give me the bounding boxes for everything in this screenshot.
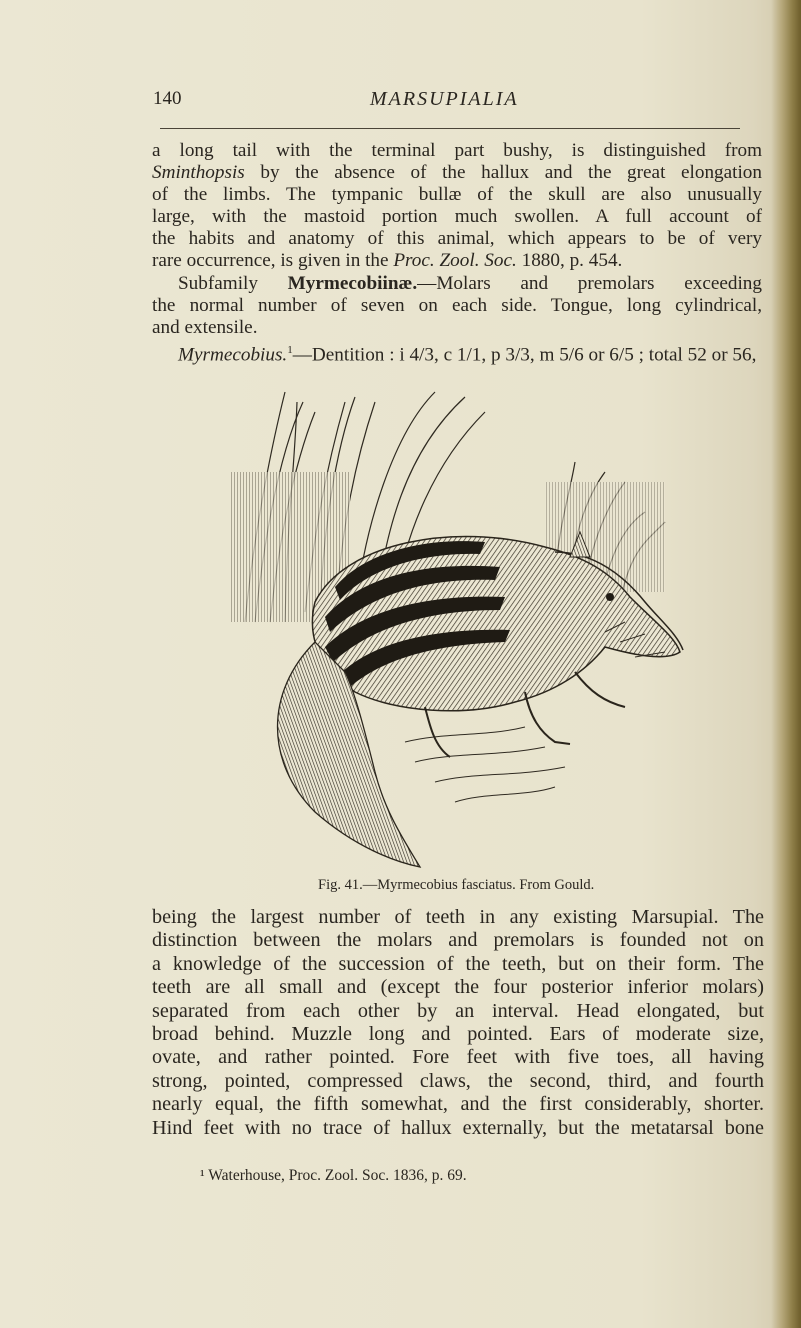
text-line: of the limbs. The tympanic bullæ of the skull are also unusually bbox=[152, 184, 762, 206]
text-line bbox=[152, 162, 762, 184]
numbat-illustration bbox=[225, 372, 685, 872]
text-line bbox=[152, 339, 762, 366]
page-edge-shadow bbox=[771, 0, 801, 1328]
text-span: —Molars and premolars exceeding bbox=[417, 272, 762, 294]
text-line: distinction between the molars and premolars is founded not on bbox=[152, 929, 764, 952]
text-span: rare occurrence, is given in the bbox=[152, 250, 394, 272]
text-line: a long tail with the terminal part bushy, is distinguished from bbox=[152, 140, 762, 161]
text-line: being the largest number of teeth in any existing Marsupial. The bbox=[152, 906, 764, 928]
page-header bbox=[0, 88, 801, 118]
text-line: broad behind. Muzzle long and pointed. Ears of moderate size, bbox=[152, 1023, 764, 1046]
text-line: ovate, and rather pointed. Fore feet with five toes, all having bbox=[152, 1046, 764, 1069]
page-number: 140 bbox=[153, 88, 182, 109]
text-line: and extensile. bbox=[152, 316, 258, 338]
text-line: large, with the mastoid portion much swollen. A full account of bbox=[152, 206, 762, 228]
text-line: teeth are all small and (except the four posterior inferior molars) bbox=[152, 976, 764, 999]
text-span: Subfamily bbox=[178, 272, 288, 294]
paragraph-top bbox=[152, 140, 762, 366]
text-line bbox=[152, 250, 762, 272]
text-line: the normal number of seven on each side. Tongue, long cylindrical, bbox=[152, 294, 762, 316]
text-span: by the absence of the hallux and the great elongation bbox=[244, 162, 762, 184]
dentition-formula: —Dentition : i 4/3, c 1/1, p 3/3, m 5/6 or 6/5 ; total 52 or 56, bbox=[292, 344, 757, 366]
text-line: the habits and anatomy of this animal, which appears to be of very bbox=[152, 228, 762, 250]
text-line bbox=[152, 273, 762, 295]
text-line: separated from each other by an interval. Head elongated, but bbox=[152, 999, 764, 1022]
text-line: Hind feet with no trace of hallux externally, but the metatarsal bone bbox=[152, 1116, 764, 1139]
text-span: 1880, p. 454. bbox=[516, 250, 623, 272]
figure-caption: Fig. 41.—Myrmecobius fasciatus. From Gould. bbox=[318, 877, 595, 893]
header-rule bbox=[160, 128, 740, 129]
eye-icon bbox=[606, 593, 614, 601]
footnote: ¹ Waterhouse, Proc. Zool. Soc. 1836, p. 69. bbox=[200, 1167, 467, 1184]
genus-name: Sminthopsis bbox=[152, 162, 245, 184]
paragraph-bottom bbox=[152, 906, 764, 1140]
running-head: MARSUPIALIA bbox=[370, 88, 519, 110]
text-line: a knowledge of the succession of the teeth, but on their form. The bbox=[152, 952, 764, 975]
text-line: strong, pointed, compressed claws, the second, third, and fourth bbox=[152, 1069, 764, 1092]
subfamily-name: Myrmecobiinæ. bbox=[287, 272, 418, 294]
journal-name: Proc. Zool. Soc. bbox=[393, 250, 517, 272]
text-line: nearly equal, the fifth somewhat, and the first considerably, shorter. bbox=[152, 1093, 764, 1116]
genus-name: Myrmecobius. bbox=[178, 344, 288, 366]
footnote-marker: 1 bbox=[287, 343, 293, 356]
